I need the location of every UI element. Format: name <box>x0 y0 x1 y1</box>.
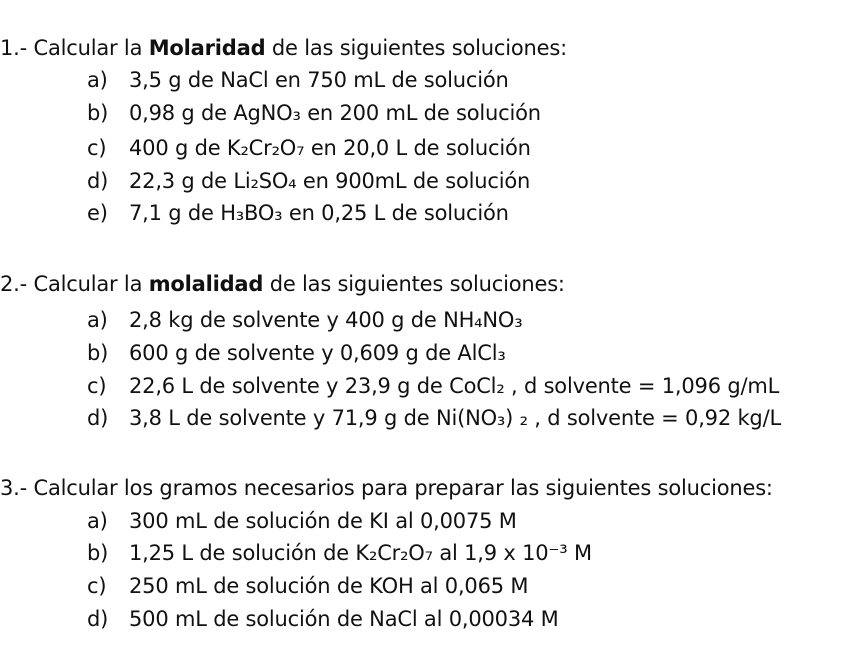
section-1-item-c <box>87 134 531 162</box>
section-1-item-e <box>87 199 509 227</box>
section-2-item-a <box>87 306 522 334</box>
item-text: 3,8 L de solvente y 71,9 g de Ni(NO₃) ₂ , d solvente = 0,92 kg/L <box>129 406 781 430</box>
section-1-heading <box>0 34 567 62</box>
item-text: 300 mL de solución de KI al 0,0075 M <box>129 509 517 533</box>
item-text: 3,5 g de NaCl en 750 mL de solución <box>129 68 509 92</box>
section-title-text: Calcular los gramos necesarios para preparar las siguientes soluciones: <box>33 476 773 500</box>
section-3-item-a <box>87 507 517 535</box>
section-1-item-d <box>87 167 530 195</box>
item-letter: b) <box>87 101 109 125</box>
section-title-bold: molalidad <box>148 272 264 296</box>
item-letter: d) <box>87 169 109 193</box>
section-2-item-c <box>87 372 779 400</box>
section-number: 2.- <box>0 272 34 296</box>
section-3-item-b <box>87 539 592 567</box>
section-1-item-a <box>87 66 509 94</box>
section-number: 1.- <box>0 36 34 60</box>
item-text: 0,98 g de AgNO₃ en 200 mL de solución <box>129 101 541 125</box>
item-letter: b) <box>87 341 109 365</box>
item-text: 22,6 L de solvente y 23,9 g de CoCl₂ , d solvente = 1,096 g/mL <box>129 374 780 398</box>
item-text: 250 mL de solución de KOH al 0,065 M <box>129 574 529 598</box>
item-text: 1,25 L de solución de K₂Cr₂O₇ al 1,9 x 10⁻³ M <box>129 541 592 565</box>
item-letter: d) <box>87 607 109 631</box>
item-text: 7,1 g de H₃BO₃ en 0,25 L de solución <box>129 201 509 225</box>
section-2-heading <box>0 270 565 298</box>
section-3-item-d <box>87 605 559 633</box>
item-letter: e) <box>87 201 108 225</box>
section-2-item-b <box>87 339 506 367</box>
item-letter: a) <box>87 308 108 332</box>
section-title-text: Calcular la <box>33 36 149 60</box>
section-3-item-c <box>87 572 528 600</box>
item-letter: b) <box>87 541 109 565</box>
section-title-text: de las siguientes soluciones: <box>263 272 565 296</box>
section-title-bold: Molaridad <box>148 36 266 60</box>
item-letter: a) <box>87 509 108 533</box>
item-letter: a) <box>87 68 108 92</box>
item-letter: c) <box>87 574 107 598</box>
item-text: 400 g de K₂Cr₂O₇ en 20,0 L de solución <box>129 136 531 160</box>
section-title-text: Calcular la <box>33 272 149 296</box>
section-1-item-b <box>87 99 541 127</box>
section-number: 3.- <box>0 476 34 500</box>
item-letter: c) <box>87 374 107 398</box>
item-text: 2,8 kg de solvente y 400 g de NH₄NO₃ <box>129 308 523 332</box>
item-text: 22,3 g de Li₂SO₄ en 900mL de solución <box>129 169 531 193</box>
section-title-text: de las siguientes soluciones: <box>265 36 567 60</box>
section-2-item-d <box>87 404 781 432</box>
item-letter: c) <box>87 136 107 160</box>
item-letter: d) <box>87 406 109 430</box>
item-text: 600 g de solvente y 0,609 g de AlCl₃ <box>129 341 506 365</box>
section-3-heading <box>0 474 773 502</box>
item-text: 500 mL de solución de NaCl al 0,00034 M <box>129 607 559 631</box>
